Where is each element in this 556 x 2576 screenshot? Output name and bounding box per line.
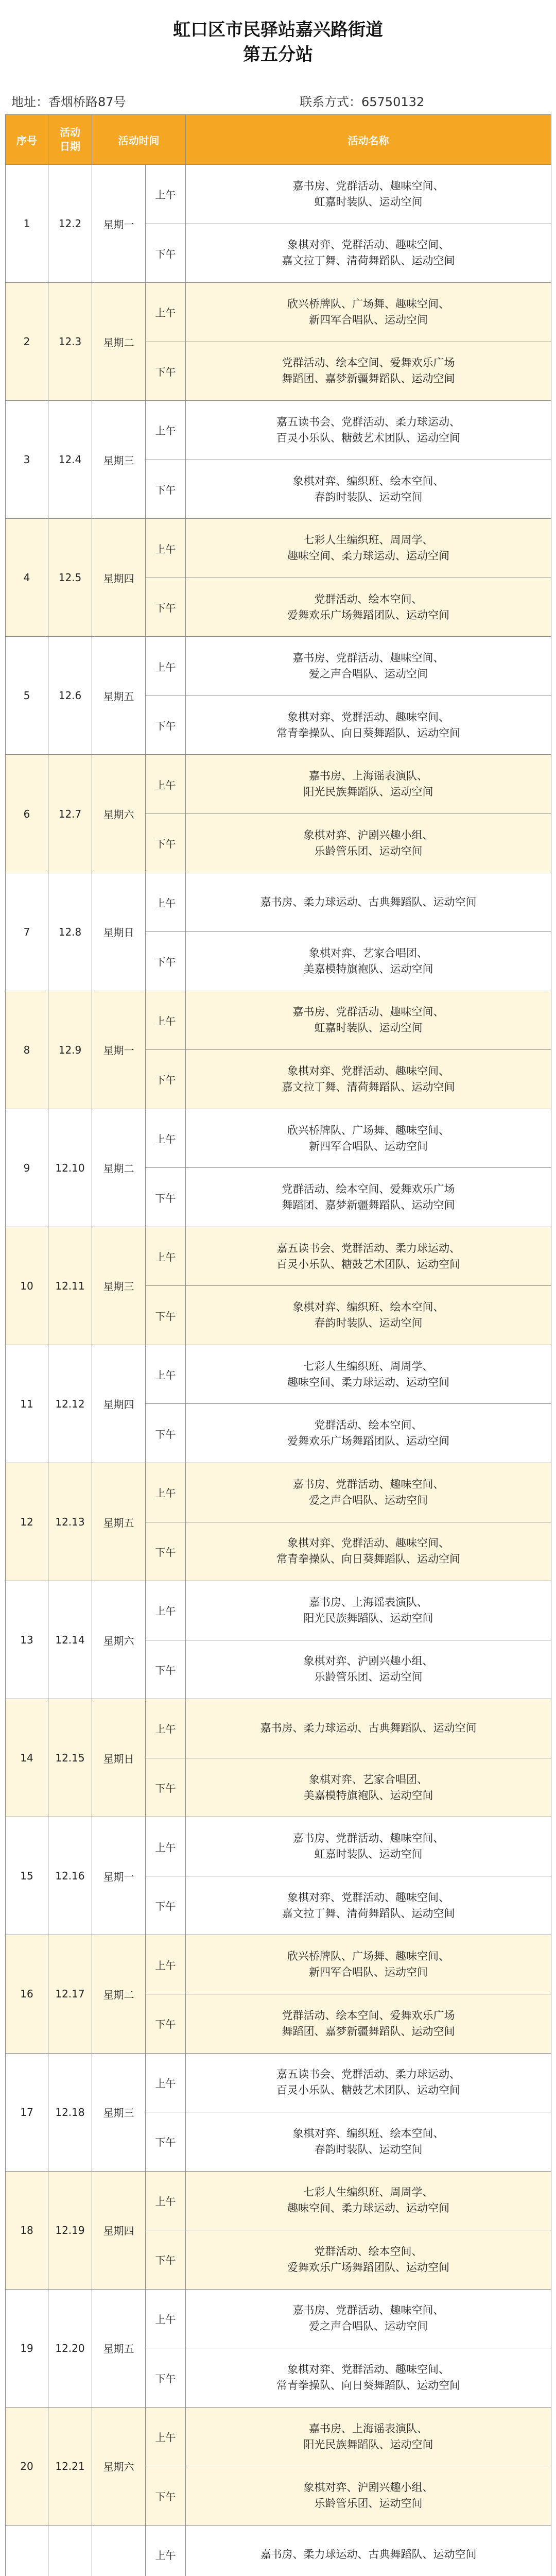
activity-line: 常青拳操队、向日葵舞蹈队、运动空间 (276, 726, 460, 739)
table-row (6, 283, 551, 342)
table-row (6, 2407, 551, 2466)
activity-line: 嘉书房、柔力球运动、古典舞蹈队、运动空间 (260, 895, 477, 908)
cell-date: 12.13 (48, 1463, 92, 1581)
activity-line: 嘉书房、上海谣表演队、 (309, 1596, 428, 1608)
header-activity: 活动名称 (186, 115, 551, 165)
title-line-2: 第五分站 (243, 44, 313, 65)
cell-am-label: 上午 (146, 1817, 186, 1876)
activity-line: 象棋对弈、沪剧兴趣小组、 (303, 828, 433, 841)
cell-seq: 19 (6, 2289, 48, 2407)
cell-am-activities (186, 873, 551, 932)
cell-am-label: 上午 (146, 2171, 186, 2230)
cell-pm-activities (186, 2112, 551, 2172)
activity-line: 爱之声合唱队、运动空间 (309, 2320, 428, 2333)
cell-pm-activities (186, 932, 551, 991)
cell-pm-activities (186, 1640, 551, 1699)
cell-seq: 14 (6, 1699, 48, 1817)
table-row (6, 1227, 551, 1286)
activity-line: 象棋对弈、党群活动、趣味空间、 (287, 1537, 449, 1550)
cell-pm-activities (186, 696, 551, 755)
cell-weekday: 星期一 (92, 165, 146, 283)
activity-line: 象棋对弈、党群活动、趣味空间、 (287, 1064, 449, 1077)
activity-line: 爱舞欢乐广场舞蹈团队、运动空间 (287, 608, 449, 621)
page-title (0, 18, 556, 67)
cell-pm-label: 下午 (146, 932, 186, 991)
activity-line: 新四军合唱队、运动空间 (309, 313, 428, 326)
activity-line: 美嘉模特旗袍队、运动空间 (303, 1789, 433, 1802)
cell-am-label: 上午 (146, 165, 186, 224)
cell-am-activities (186, 1227, 551, 1286)
cell-seq: 11 (6, 1345, 48, 1463)
cell-weekday: 星期二 (92, 1109, 146, 1227)
activity-line: 舞蹈团、嘉梦新疆舞蹈队、运动空间 (282, 372, 455, 385)
cell-weekday: 星期三 (92, 1227, 146, 1345)
activity-line: 嘉书房、党群活动、趣味空间、 (292, 1006, 444, 1019)
cell-date: 12.18 (48, 2053, 92, 2171)
activity-line: 美嘉模特旗袍队、运动空间 (303, 962, 433, 975)
cell-pm-activities (186, 2230, 551, 2290)
activity-line: 嘉书房、党群活动、趣味空间、 (292, 179, 444, 192)
cell-pm-label: 下午 (146, 1286, 186, 1345)
table-row (6, 637, 551, 696)
cell-date: 12.3 (48, 283, 92, 401)
table-row (6, 1581, 551, 1640)
cell-seq: 9 (6, 1109, 48, 1227)
cell-weekday: 星期三 (92, 2053, 146, 2171)
cell-am-label: 上午 (146, 991, 186, 1050)
activity-line: 爱之声合唱队、运动空间 (309, 668, 428, 681)
activity-line: 春韵时装队、运动空间 (314, 1317, 423, 1330)
header-time: 活动时间 (92, 115, 186, 165)
cell-weekday: 星期六 (92, 2407, 146, 2525)
cell-date: 12.12 (48, 1345, 92, 1463)
activity-line: 阳光民族舞蹈队、运动空间 (303, 786, 433, 799)
cell-pm-label: 下午 (146, 578, 186, 637)
cell-am-label: 上午 (146, 1109, 186, 1168)
cell-am-activities (186, 755, 551, 814)
activity-line: 阳光民族舞蹈队、运动空间 (303, 1612, 433, 1624)
cell-pm-label: 下午 (146, 2348, 186, 2408)
cell-weekday: 星期四 (92, 519, 146, 637)
activity-line: 爱舞欢乐广场舞蹈团队、运动空间 (287, 2261, 449, 2274)
cell-am-label: 上午 (146, 1699, 186, 1758)
table-row (6, 2525, 551, 2576)
cell-am-activities (186, 991, 551, 1050)
cell-date: 12.2 (48, 165, 92, 283)
activity-line: 党群活动、绘本空间、 (314, 592, 423, 605)
cell-am-label: 上午 (146, 2525, 186, 2576)
address-text: 地址：香烟桥路87号 (11, 95, 126, 109)
activity-line: 趣味空间、柔力球运动、运动空间 (287, 550, 449, 563)
cell-weekday: 星期六 (92, 1581, 146, 1699)
cell-weekday: 星期四 (92, 2171, 146, 2289)
cell-date: 12.10 (48, 1109, 92, 1227)
cell-date: 12.19 (48, 2171, 92, 2289)
cell-am-activities (186, 401, 551, 460)
cell-am-activities (186, 637, 551, 696)
cell-am-label: 上午 (146, 1227, 186, 1286)
activity-line: 象棋对弈、党群活动、趣味空间、 (287, 1891, 449, 1904)
cell-pm-label: 下午 (146, 1168, 186, 1227)
activity-line: 七彩人生编织班、周周学、 (303, 534, 433, 547)
cell-pm-label: 下午 (146, 2112, 186, 2172)
cell-weekday: 星期五 (92, 637, 146, 755)
activity-line: 欣兴桥牌队、广场舞、趣味空间、 (287, 1950, 449, 1963)
table-header-row (6, 115, 551, 165)
activity-line: 常青拳操队、向日葵舞蹈队、运动空间 (276, 2379, 460, 2392)
header-seq: 序号 (6, 115, 48, 165)
activity-line: 嘉五读书会、党群活动、柔力球运动、 (276, 2068, 460, 2081)
cell-pm-activities (186, 1168, 551, 1227)
cell-weekday: 星期一 (92, 991, 146, 1109)
cell-am-label: 上午 (146, 1463, 186, 1522)
table-row (6, 519, 551, 578)
cell-weekday: 星期二 (92, 1935, 146, 2053)
activity-line: 趣味空间、柔力球运动、运动空间 (287, 2202, 449, 2215)
cell-pm-activities (186, 2348, 551, 2408)
activity-line: 乐龄管乐团、运动空间 (314, 2497, 423, 2510)
header-date-label: 活动日期 (60, 126, 80, 152)
cell-pm-activities (186, 460, 551, 519)
activity-line: 爱之声合唱队、运动空间 (309, 1494, 428, 1506)
cell-am-label: 上午 (146, 1345, 186, 1404)
cell-date: 12.20 (48, 2289, 92, 2407)
cell-am-activities (186, 1699, 551, 1758)
activity-line: 象棋对弈、艺家合唱团、 (309, 1773, 428, 1786)
activity-line: 嘉书房、党群活动、趣味空间、 (292, 2304, 444, 2317)
activity-line: 嘉书房、党群活动、趣味空间、 (292, 1832, 444, 1845)
activity-line: 乐龄管乐团、运动空间 (314, 1671, 423, 1684)
table-row (6, 2053, 551, 2112)
activity-line: 春韵时装队、运动空间 (314, 2143, 423, 2156)
cell-pm-activities (186, 1994, 551, 2053)
cell-seq: 3 (6, 401, 48, 519)
table-row (6, 1817, 551, 1876)
cell-seq: 12 (6, 1463, 48, 1581)
cell-date: 12.14 (48, 1581, 92, 1699)
cell-am-label: 上午 (146, 637, 186, 696)
cell-weekday: 星期一 (92, 1817, 146, 1935)
activity-line: 嘉书房、党群活动、趣味空间、 (292, 1478, 444, 1490)
cell-date: 12.16 (48, 1817, 92, 1935)
activity-line: 百灵小乐队、糖鼓艺术团队、运动空间 (276, 431, 460, 444)
cell-pm-activities (186, 1050, 551, 1109)
activity-line: 象棋对弈、党群活动、趣味空间、 (287, 239, 449, 251)
cell-weekday: 星期五 (92, 1463, 146, 1581)
cell-pm-activities (186, 1876, 551, 1935)
table-row (6, 1699, 551, 1758)
cell-weekday: 星期三 (92, 401, 146, 519)
cell-pm-label: 下午 (146, 2466, 186, 2526)
cell-pm-activities (186, 1404, 551, 1463)
activity-line: 虹嘉时装队、运动空间 (314, 1848, 423, 1861)
activity-line: 七彩人生编织班、周周学、 (303, 2186, 433, 2199)
cell-am-label: 上午 (146, 2407, 186, 2466)
table-row (6, 873, 551, 932)
activity-line: 嘉书房、柔力球运动、古典舞蹈队、运动空间 (260, 2548, 477, 2561)
activity-line: 趣味空间、柔力球运动、运动空间 (287, 1376, 449, 1388)
title-line-1: 虹口区市民驿站嘉兴路街道 (173, 20, 383, 40)
cell-am-label: 上午 (146, 401, 186, 460)
cell-am-activities (186, 2053, 551, 2112)
table-row (6, 1109, 551, 1168)
activity-line: 新四军合唱队、运动空间 (309, 1140, 428, 1153)
cell-pm-label: 下午 (146, 2230, 186, 2290)
activity-line: 党群活动、绘本空间、爱舞欢乐广场 (282, 357, 455, 369)
cell-seq: 20 (6, 2407, 48, 2525)
cell-pm-label: 下午 (146, 1522, 186, 1581)
cell-weekday (92, 2525, 146, 2576)
cell-am-activities (186, 2525, 551, 2576)
cell-am-activities (186, 2407, 551, 2466)
activity-line: 嘉文拉丁舞、清荷舞蹈队、运动空间 (282, 1907, 455, 1920)
cell-date: 12.6 (48, 637, 92, 755)
cell-pm-label: 下午 (146, 224, 186, 283)
cell-weekday: 星期四 (92, 1345, 146, 1463)
cell-date: 12.9 (48, 991, 92, 1109)
cell-am-activities (186, 2289, 551, 2348)
cell-pm-activities (186, 1522, 551, 1581)
activity-line: 春韵时装队、运动空间 (314, 490, 423, 503)
activity-line: 嘉文拉丁舞、清荷舞蹈队、运动空间 (282, 1080, 455, 1093)
activity-line: 虹嘉时装队、运动空间 (314, 1022, 423, 1035)
cell-weekday: 星期二 (92, 283, 146, 401)
cell-pm-activities (186, 578, 551, 637)
page-header (0, 0, 556, 88)
schedule-body (6, 165, 551, 2576)
cell-date: 12.11 (48, 1227, 92, 1345)
activity-line: 爱舞欢乐广场舞蹈团队、运动空间 (287, 1435, 449, 1448)
table-row (6, 1935, 551, 1994)
activity-line: 象棋对弈、沪剧兴趣小组、 (303, 1655, 433, 1668)
cell-seq: 6 (6, 755, 48, 873)
activity-line: 象棋对弈、编织班、绘本空间、 (292, 474, 444, 487)
activity-line: 乐龄管乐团、运动空间 (314, 844, 423, 857)
activity-line: 嘉文拉丁舞、清荷舞蹈队、运动空间 (282, 255, 455, 267)
activity-line: 象棋对弈、编织班、绘本空间、 (292, 1301, 444, 1314)
cell-date (48, 2525, 92, 2576)
cell-weekday: 星期五 (92, 2289, 146, 2407)
cell-am-label: 上午 (146, 755, 186, 814)
cell-am-label: 上午 (146, 2289, 186, 2348)
cell-pm-activities (186, 2466, 551, 2526)
cell-date: 12.5 (48, 519, 92, 637)
cell-am-label: 上午 (146, 519, 186, 578)
cell-pm-label: 下午 (146, 342, 186, 401)
activity-line: 常青拳操队、向日葵舞蹈队、运动空间 (276, 1553, 460, 1566)
cell-pm-label: 下午 (146, 1758, 186, 1817)
cell-am-activities (186, 1581, 551, 1640)
cell-am-activities (186, 1109, 551, 1168)
activity-line: 七彩人生编织班、周周学、 (303, 1360, 433, 1372)
activity-line: 嘉书房、党群活动、趣味空间、 (292, 652, 444, 665)
cell-date: 12.7 (48, 755, 92, 873)
activity-line: 嘉书房、上海谣表演队、 (309, 770, 428, 783)
activity-line: 象棋对弈、党群活动、趣味空间、 (287, 2363, 449, 2376)
activity-line: 象棋对弈、编织班、绘本空间、 (292, 2127, 444, 2140)
activity-line: 欣兴桥牌队、广场舞、趣味空间、 (287, 1124, 449, 1137)
activity-line: 党群活动、绘本空间、 (314, 2245, 423, 2258)
cell-pm-label: 下午 (146, 1876, 186, 1935)
cell-date: 12.15 (48, 1699, 92, 1817)
cell-seq: 8 (6, 991, 48, 1109)
cell-seq: 13 (6, 1581, 48, 1699)
cell-am-activities (186, 165, 551, 224)
cell-pm-label: 下午 (146, 696, 186, 755)
cell-pm-label: 下午 (146, 814, 186, 873)
cell-am-label: 上午 (146, 873, 186, 932)
cell-pm-label: 下午 (146, 1404, 186, 1463)
table-row (6, 1463, 551, 1522)
cell-pm-label: 下午 (146, 1994, 186, 2053)
cell-seq: 16 (6, 1935, 48, 2053)
activity-line: 舞蹈团、嘉梦新疆舞蹈队、运动空间 (282, 1199, 455, 1212)
cell-seq: 1 (6, 165, 48, 283)
cell-am-label: 上午 (146, 1935, 186, 1994)
cell-date: 12.4 (48, 401, 92, 519)
phone-text: 联系方式：65750132 (300, 95, 425, 109)
cell-am-activities (186, 1463, 551, 1522)
cell-pm-label: 下午 (146, 1640, 186, 1699)
cell-seq: 2 (6, 283, 48, 401)
cell-seq: 4 (6, 519, 48, 637)
cell-seq: 7 (6, 873, 48, 991)
cell-seq (6, 2525, 48, 2576)
activity-line: 欣兴桥牌队、广场舞、趣味空间、 (287, 297, 449, 310)
activity-line: 象棋对弈、沪剧兴趣小组、 (303, 2481, 433, 2494)
table-row (6, 165, 551, 224)
cell-pm-label: 下午 (146, 1050, 186, 1109)
activity-line: 嘉五读书会、党群活动、柔力球运动、 (276, 415, 460, 428)
cell-pm-activities (186, 814, 551, 873)
activity-line: 舞蹈团、嘉梦新疆舞蹈队、运动空间 (282, 2025, 455, 2038)
activity-line: 百灵小乐队、糖鼓艺术团队、运动空间 (276, 2084, 460, 2097)
cell-seq: 17 (6, 2053, 48, 2171)
activity-line: 党群活动、绘本空间、 (314, 1419, 423, 1432)
activity-line: 象棋对弈、党群活动、趣味空间、 (287, 710, 449, 723)
cell-weekday: 星期日 (92, 1699, 146, 1817)
cell-seq: 15 (6, 1817, 48, 1935)
cell-weekday: 星期日 (92, 873, 146, 991)
activity-line: 象棋对弈、艺家合唱团、 (309, 946, 428, 959)
activity-line: 百灵小乐队、糖鼓艺术团队、运动空间 (276, 1258, 460, 1270)
cell-date: 12.17 (48, 1935, 92, 2053)
table-row (6, 2171, 551, 2230)
cell-am-activities (186, 283, 551, 342)
activity-line: 阳光民族舞蹈队、运动空间 (303, 2438, 433, 2451)
activity-line: 新四军合唱队、运动空间 (309, 1966, 428, 1979)
cell-seq: 5 (6, 637, 48, 755)
activity-line: 党群活动、绘本空间、爱舞欢乐广场 (282, 1183, 455, 1196)
cell-pm-activities (186, 1286, 551, 1345)
activity-line: 嘉五读书会、党群活动、柔力球运动、 (276, 1242, 460, 1255)
cell-seq: 10 (6, 1227, 48, 1345)
cell-weekday: 星期六 (92, 755, 146, 873)
cell-am-activities (186, 519, 551, 578)
header-date (48, 115, 92, 165)
cell-seq: 18 (6, 2171, 48, 2289)
cell-am-activities (186, 1935, 551, 1994)
activity-line: 嘉书房、上海谣表演队、 (309, 2422, 428, 2435)
table-row (6, 2289, 551, 2348)
cell-am-label: 上午 (146, 1581, 186, 1640)
activity-line: 嘉书房、柔力球运动、古典舞蹈队、运动空间 (260, 1722, 477, 1735)
cell-pm-activities (186, 342, 551, 401)
activity-line: 党群活动、绘本空间、爱舞欢乐广场 (282, 2009, 455, 2022)
contact-info (0, 88, 556, 110)
table-row (6, 401, 551, 460)
cell-date: 12.8 (48, 873, 92, 991)
cell-am-activities (186, 2171, 551, 2230)
cell-am-activities (186, 1345, 551, 1404)
cell-date: 12.21 (48, 2407, 92, 2525)
cell-am-activities (186, 1817, 551, 1876)
cell-pm-label: 下午 (146, 460, 186, 519)
cell-pm-activities (186, 1758, 551, 1817)
cell-pm-activities (186, 224, 551, 283)
table-row (6, 991, 551, 1050)
table-row (6, 1345, 551, 1404)
cell-am-label: 上午 (146, 2053, 186, 2112)
table-row (6, 755, 551, 814)
cell-am-label: 上午 (146, 283, 186, 342)
schedule-table (5, 114, 551, 2576)
activity-line: 虹嘉时装队、运动空间 (314, 195, 423, 208)
